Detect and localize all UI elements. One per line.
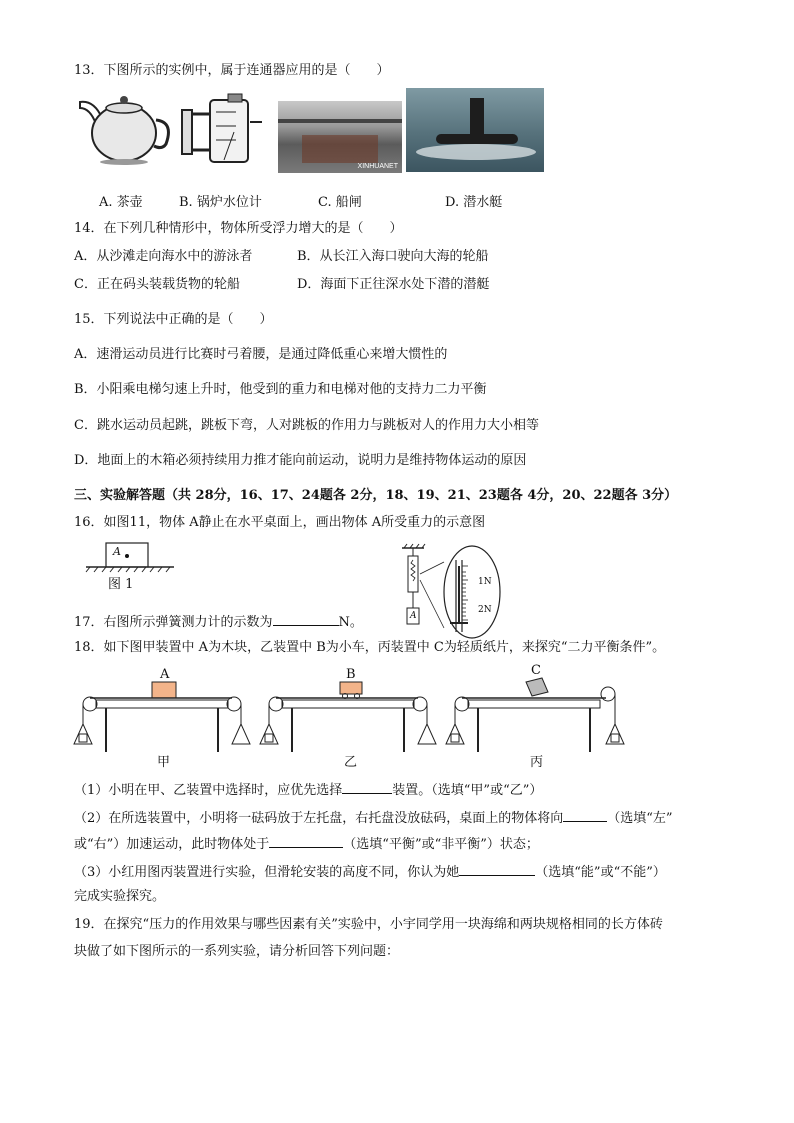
- q18-p2-blank-2[interactable]: [269, 836, 343, 848]
- boiler-gauge-figure: [176, 92, 268, 168]
- setup-bing-label: 丙: [530, 755, 544, 770]
- q18-part2-line2: [74, 836, 539, 851]
- q15-option-a: A．速滑运动员进行比赛时弓着腰，是通过降低重心来增大惯性的: [74, 347, 448, 362]
- setup-yi-label: 乙: [344, 755, 358, 770]
- q18-p2-line2-after: （选填“平衡”或“非平衡”）状态；: [343, 837, 539, 852]
- q14-option-d: D．海面下正往深水处下潜的潜艇: [297, 277, 490, 292]
- q14-option-b: B．从长江入海口驶向大海的轮船: [297, 249, 489, 264]
- q18-label-c: C: [531, 663, 541, 678]
- q16-block-figure: [86, 541, 176, 575]
- q16-figure-label: 图 1: [108, 577, 134, 592]
- q18-part3-line1: [74, 864, 666, 879]
- q16-block-label: A: [113, 545, 121, 558]
- q18-p2-before: （2）在所选装置中，小明将一砝码放于左托盘，右托盘没放砝码，桌面上的物体将向: [74, 811, 564, 826]
- setup-jia-label: 甲: [157, 755, 171, 770]
- q18-part2-line1: [74, 810, 673, 825]
- q18-part1: [74, 782, 542, 797]
- q13-option-b: B. 锅炉水位计: [179, 195, 262, 210]
- q15-option-d: D．地面上的木箱必须持续用力推才能向前运动，说明力是维持物体运动的原因: [74, 453, 527, 468]
- q14-option-a: A．从沙滩走向海水中的游泳者: [74, 249, 253, 264]
- scale-label-2n: 2N: [478, 605, 492, 615]
- q15-stem: 15．下列说法中正确的是（ ）: [74, 312, 273, 327]
- q15-option-c: C．跳水运动员起跳，跳板下弯，人对跳板的作用力与跳板对人的作用力大小相等: [74, 418, 539, 433]
- ship-lock-photo: [278, 101, 402, 173]
- submarine-photo: [406, 88, 544, 172]
- hanging-weight-label: A: [410, 611, 417, 621]
- q18-stem: 18．如下图甲装置中 A为木块，乙装置中 B为小车，丙装置中 C为轻质纸片，来探究“二力平衡条件”。: [74, 640, 666, 655]
- q16-stem: 16．如图11，物体 A静止在水平桌面上，画出物体 A所受重力的示意图: [74, 515, 486, 530]
- q17-stem: [74, 614, 363, 629]
- q18-p1-blank[interactable]: [342, 782, 392, 794]
- q13-option-c: C. 船闸: [318, 195, 362, 210]
- q18-p1-after: 装置。（选填“甲”或“乙”）: [392, 783, 543, 798]
- setup-yi-figure: [258, 678, 438, 754]
- setup-bing-figure: [444, 678, 626, 754]
- q17-answer-blank[interactable]: [273, 614, 339, 626]
- q18-p1-before: （1）小明在甲、乙装置中选择时，应优先选择: [74, 783, 343, 798]
- scale-label-1n: 1N: [478, 577, 492, 587]
- q18-p3-blank[interactable]: [459, 864, 535, 876]
- q13-stem: 13．下图所示的实例中，属于连通器应用的是（ ）: [74, 63, 390, 78]
- q19-line2: 块做了如下图所示的一系列实验，请分析回答下列问题：: [74, 944, 400, 959]
- q18-label-b: B: [346, 667, 356, 682]
- q14-stem: 14．在下列几种情形中，物体所受浮力增大的是（ ）: [74, 221, 403, 236]
- q18-p2-blank-1[interactable]: [563, 810, 607, 822]
- setup-jia-figure: [72, 678, 252, 754]
- q19-line1: 19．在探究“压力的作用效果与哪些因素有关”实验中，小宇同学用一块海绵和两块规格相同的长方体砖: [74, 917, 663, 932]
- q17-stem-before: 17．右图所示弹簧测力计的示数为: [74, 615, 273, 630]
- q18-p2-line2-before: 或“右”）加速运动，此时物体处于: [74, 837, 270, 852]
- q17-stem-after: N。: [338, 615, 363, 630]
- q18-p3-after: （选填“能”或“不能”）: [535, 865, 666, 880]
- section-heading: 三、实验解答题（共 28分，16、17、24题各 2分，18、19、21、23题各 4分，20、22题各 3分）: [74, 488, 678, 503]
- q13-option-d: D. 潜水艇: [445, 195, 503, 210]
- q14-option-c: C．正在码头装载货物的轮船: [74, 277, 240, 292]
- teapot-figure: [74, 88, 174, 168]
- q18-p2-after: （选填“左”: [607, 811, 673, 826]
- q18-p3-before: （3）小红用图丙装置进行实验，但滑轮安装的高度不同，你认为她: [74, 865, 460, 880]
- q18-label-a: A: [160, 667, 170, 682]
- spring-scale-figure: [398, 546, 508, 646]
- q15-option-b: B．小阳乘电梯匀速上升时，他受到的重力和电梯对他的支持力二力平衡: [74, 382, 487, 397]
- q18-part3-line2: 完成实验探究。: [74, 889, 166, 904]
- q13-option-a: A. 茶壶: [99, 195, 143, 210]
- photo-caption: XINHUANET: [357, 163, 398, 170]
